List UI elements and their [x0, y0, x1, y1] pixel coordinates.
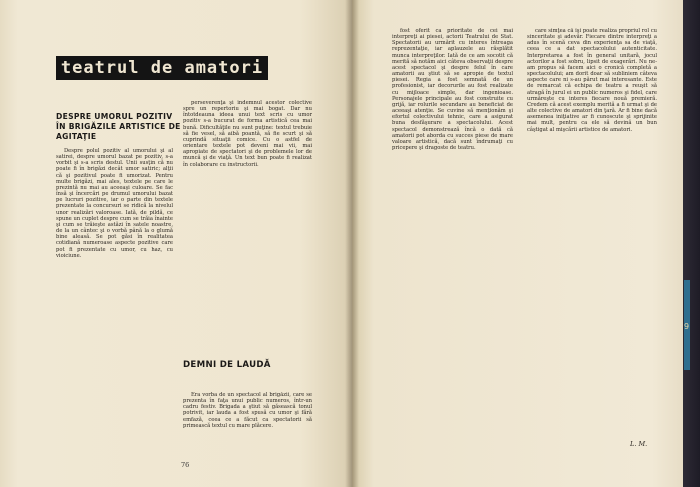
section-banner: teatrul de amatori [56, 56, 268, 80]
author-signature: L. M. [630, 440, 648, 448]
article-heading-secondary: DEMNI DE LAUDĂ [183, 360, 271, 370]
article-column-right-1 [392, 28, 513, 478]
book-gutter [345, 0, 359, 487]
article-column-middle [183, 100, 312, 250]
cover-edge [683, 0, 700, 487]
spine-mark: 9 [684, 322, 690, 331]
article-column-left [56, 148, 173, 478]
body-text: care simţea că îşi poate realiza propriul rol cu sinceritate şi adevăr. Fiecare dintre interpreţi a adus în scenă ceva din experienţa sa de viaţă, ceea ce a dat spectacolului autenticitate. Interpretarea a fost în general unitară, jocul actorilor a fost sobru, lipsit de exagerări. Nu ne-am propus să facem aici o cronică completă a spectacolului; am dorit doar să subliniem câteva aspecte care ni s-au părut mai interesante. Este de remarcat că echipa de teatru a reuşit să atragă în jurul ei un public numeros şi fidel, care urmăreşte cu interes fiecare nouă premieră. Credem că acest exemplu merită a fi urmat şi de alte colective de amatori din ţară. Ar fi bine dacă asemenea iniţiative ar fi cunoscute şi sprijinite mai mult, pentru ca ele să devină un bun câştigat al mişcării artistice de amatori. [527, 28, 657, 133]
article-heading: DESPRE UMORUL POZITIV ÎN BRIGĂZILE ARTISTICE DE AGITAŢIE [56, 112, 181, 141]
body-text: Despre polul pozitiv al umorului şi al satirei, despre umorul bazat pe pozitiv, s-a vorbit şi s-a scris destul. Unii susţin că nu poate fi în brigăzi decât umor satiric; alţii că şi pozitivul poate fi umorizat. Pentru multe brigăzi, mai ales, textele pe care le prezintă nu mai au aceeaşi culoare. Se fac însă şi încercări pe drumul umorului bazat pe lucruri pozitive, iar o parte din textele prezentate la concursuri se ridică la nivelul unor realizări valoroase. Iată, de pildă, ce spune un cuplet despre cum se trăia înainte şi cum se trăieşte astăzi în satele noastre, de la un cântec şi o vorbă până la o glumă bine aleasă. Se pot găsi în realitatea cotidiană numeroase aspecte pozitive care pot fi prezentate cu umor, cu haz, cu vioiciune. [56, 148, 173, 259]
body-text: perseverenţa şi îndemnul acestor colective spre un repertoriu şi mai bogat. Dar nu întotdeauna ideea unui text scris cu umor pozitiv s-a bucurat de forma artistică cea mai bună. Dificultăţile nu sunt puţine: textul trebuie să fie vesel, să aibă poantă, să fie scurt şi să cuprindă situaţii comice. Cu o astfel de orientare textele pot deveni mai vii, mai apropiate de spectatori şi de problemele lor de muncă şi de viaţă. Un text bun poate fi realizat în colaborare cu instructorii. [183, 100, 312, 168]
body-text: fost oferit ca prioritate de cei mai interpreţi ai piesei, actorii Teatrului de Stat. Spectatorii au urmărit cu interes întreaga reprezentaţie, iar aplauzele au răsplătit munca interpreţilor. Iată de ce am socotit că merită să notăm aici câteva observaţii despre acest spectacol şi despre felul în care amatorii au ştiut să se apropie de textul piesei. Regia a fost semnată de un profesionist, iar decorurile au fost realizate cu mijloace simple, dar ingenioase. Personajele principale au fost construite cu grijă, iar rolurile secundare au beneficiat de aceeaşi atenţie. Se cuvine să menţionăm şi efortul colectivului tehnic, care a asigurat buna desfăşurare a spectacolului. Acest spectacol demonstrează încă o dată că amatorii pot aborda cu succes piese de mare valoare artistică, dacă sunt îndrumaţi cu pricepere şi dragoste de teatru. [392, 28, 513, 151]
body-text: Era vorba de un spectacol al brigăzii, care se prezenta în faţa unui public numeros, într-un cadru festiv. Brigada a ştiut să găsească tonul potrivit, iar lauda a fost spusă cu umor şi fără emfază, ceea ce a făcut ca spectatorii să primească textul cu mare plăcere. [183, 392, 312, 429]
right-page [352, 0, 683, 487]
article-column-lower [183, 392, 312, 477]
article-column-right-2 [527, 28, 657, 428]
page-number: 76 [181, 461, 190, 469]
